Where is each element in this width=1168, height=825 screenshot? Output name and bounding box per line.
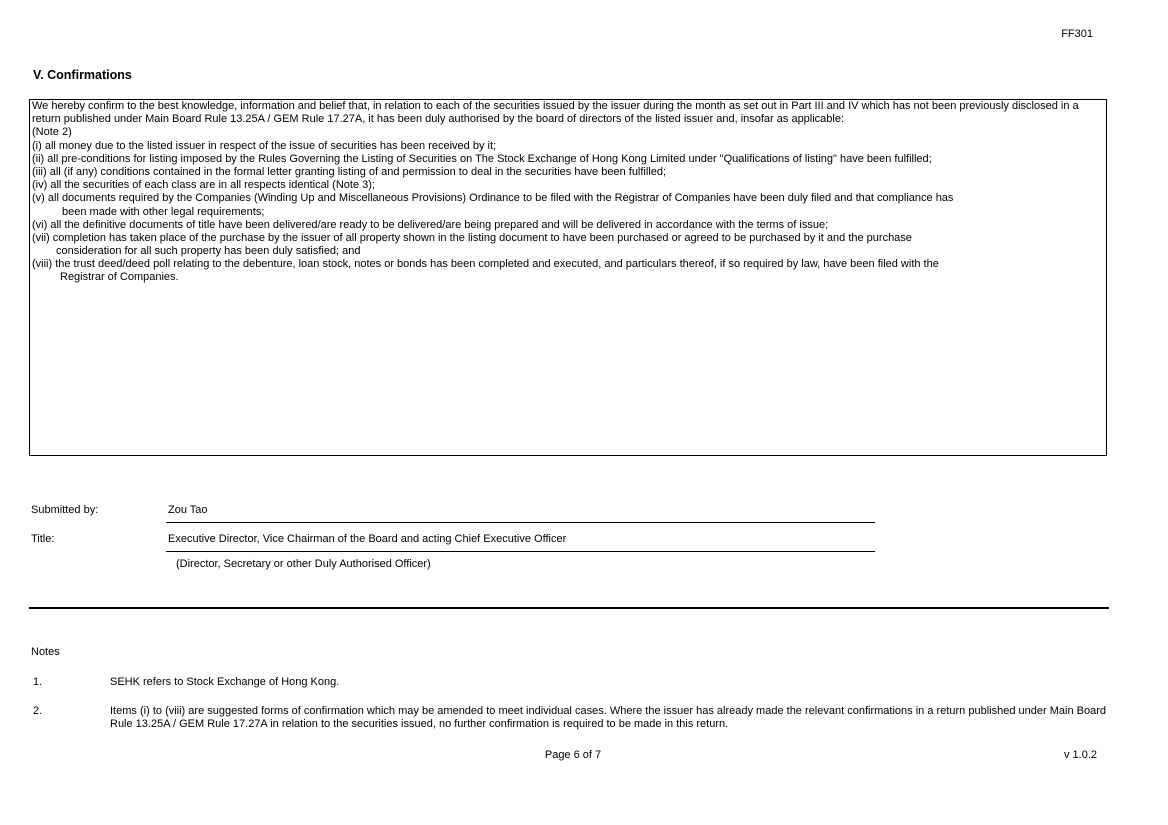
title-label: Title: xyxy=(31,533,55,545)
confirmation-item-vi: (vi) all the definitive documents of title have been delivered/are ready to be delivered/are being prepared and will be delivered in accordance with the terms of issue; xyxy=(32,218,829,231)
section-divider xyxy=(29,607,1109,609)
note-number-2: 2. xyxy=(33,705,43,717)
note-text-2: Items (i) to (viii) are suggested forms of confirmation which may be amended to meet individual cases. Where the issuer has already made the relevant confirmations in a return published under Main Board Rule 13.25A / GEM Rule 17.27A in relation to the securities issued, no further confirmation is required to be made in this return. xyxy=(110,705,1106,731)
submitted-by-value: Zou Tao xyxy=(168,504,208,516)
page-number: Page 6 of 7 xyxy=(544,749,602,761)
submitted-by-underline xyxy=(166,522,875,523)
submitted-by-label: Submitted by: xyxy=(31,504,99,516)
confirmation-item-vii: (vii) completion has taken place of the purchase by the issuer of all property shown in the listing document to have been purchased or agreed to be purchased by it and the purchase consideration for all such property has been duly satisfied; and xyxy=(32,231,912,258)
confirmations-box xyxy=(29,99,1107,456)
version-label: v 1.0.2 xyxy=(1063,749,1097,761)
confirmation-item-i: (i) all money due to the listed issuer in respect of the issue of securities has been received by it; xyxy=(32,139,497,152)
confirmation-item-ii: (ii) all pre-conditions for listing imposed by the Rules Governing the Listing of Securities on The Stock Exchange of Hong Kong Limited under "Qualifications of listing" have been fulfilled; xyxy=(32,152,932,165)
section-title: V. Confirmations xyxy=(33,68,132,82)
note-reference: (Note 2) xyxy=(32,126,72,139)
signatory-caption: (Director, Secretary or other Duly Authorised Officer) xyxy=(176,558,431,570)
form-code: FF301 xyxy=(1061,28,1093,40)
confirmation-item-iii: (iii) all (if any) conditions contained in the formal letter granting listing of and permission to deal in the securities have been fulfilled; xyxy=(32,165,667,178)
note-text-1: SEHK refers to Stock Exchange of Hong Kong. xyxy=(110,676,340,688)
notes-heading: Notes xyxy=(31,646,60,658)
confirmation-item-v: (v) all documents required by the Companies (Winding Up and Miscellaneous Provisions) Ordinance to be filed with the Registrar of Companies have been duly filed and that compliance has been made with other legal requirements; xyxy=(32,192,954,218)
confirmation-item-iv: (iv) all the securities of each class are in all respects identical (Note 3); xyxy=(32,179,375,192)
confirmations-intro: We hereby confirm to the best knowledge, information and belief that, in relation to each of the securities issued by the issuer during the month as set out in Part III and IV which has not been previously disclosed in a return published under Main Board Rule 13.25A / GEM Rule 17.27A, it has been duly authorised by the board of directors of the listed issuer and, insofar as applicable: xyxy=(32,100,1079,126)
note-number-1: 1. xyxy=(33,676,43,688)
confirmation-item-viii: (viii) the trust deed/deed poll relating to the debenture, loan stock, notes or bonds has been completed and executed, and particulars thereof, if so required by law, have been filed with the Registrar of Companies. xyxy=(32,258,939,284)
title-value: Executive Director, Vice Chairman of the Board and acting Chief Executive Officer xyxy=(168,533,567,545)
title-underline xyxy=(166,551,875,552)
